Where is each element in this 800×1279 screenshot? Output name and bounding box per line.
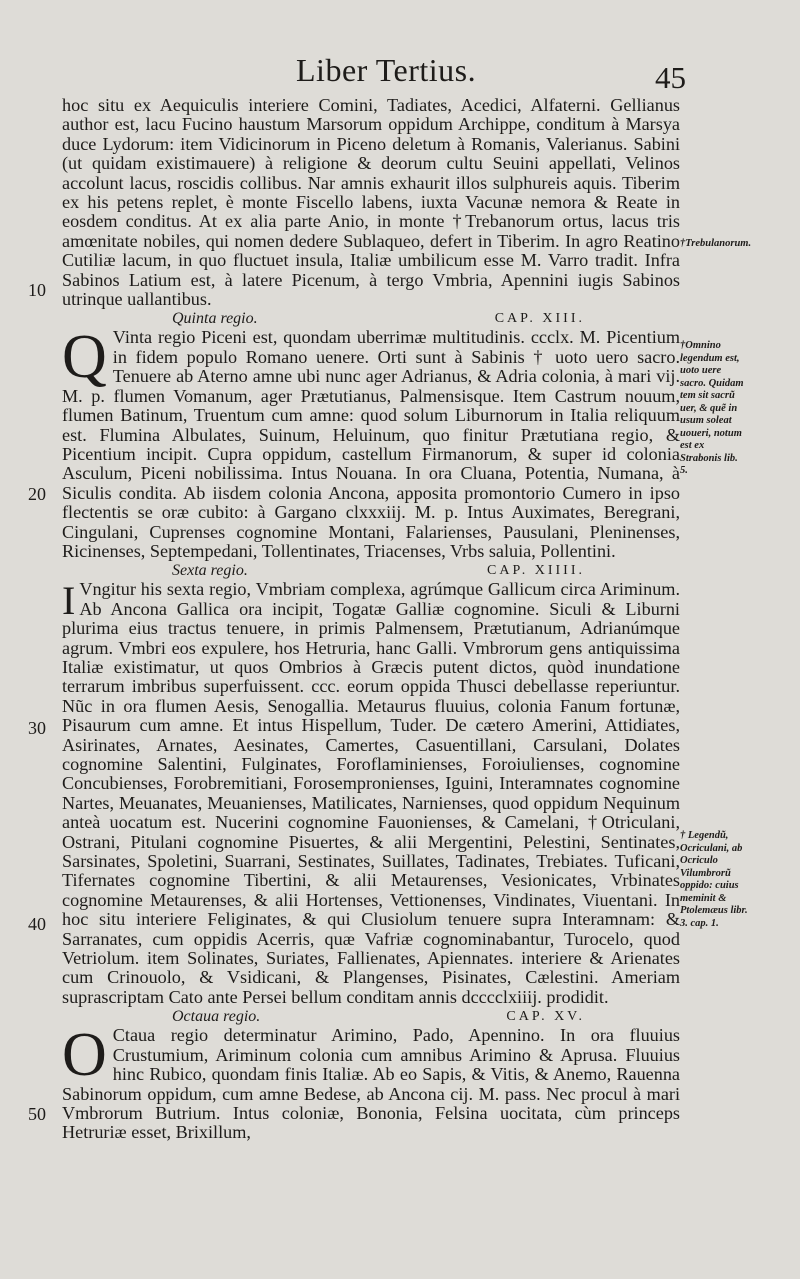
drop-cap: Q (62, 323, 107, 392)
margin-note: †Trebulanorum. (680, 238, 752, 249)
region-title: Octaua regio. (172, 1008, 261, 1026)
paragraph-octaua (62, 1021, 680, 1143)
page-number: 45 (655, 60, 686, 95)
paragraph-text: Vinta regio Piceni est, quondam uberrimæ multitudinis. ccclx. M. Picentium in fidem populo Romano uenere. Orti sunt à Sabinis † uoto uero sacro. Tenuere ab Aterno amne ubi nunc ager Adrianus, & Adria colonia, à mari vij. M. p. flumen Vomanum, ager Prætutianus, Palmensisque. Item Castrum nouum, flumen Batinum, Truentum cum amne: quod solum Liburnorum in Italia reliquum est. Flumina Albulates, Suinum, Heluinum, quo finitur Prætutiana regio, & Picentium incipit. Cupra oppidum, castellum Firmanorum, & super id colonia Asculum, Piceni nobilissima. Intus Nouana. In ora Cluana, Potentia, Numana, à Siculis condita. Ab iisdem colonia Ancona, apposita promontorio Cumero in ipso flectentis se oræ cubito: à Gargano clxxxiij. M. p. Intus Auximates, Beregrani, Cingulani, Cuprenses cognomine Montani, Falarienses, Pausulani, Pleninenses, Ricinenses, Septempedani, Tollentinates, Triacenses, Vrbs saluia, Pollentini. (62, 327, 680, 561)
region-title: Quinta regio. (172, 310, 258, 328)
line-number: 10 (28, 280, 46, 300)
line-number: 40 (28, 914, 46, 934)
margin-note: † Legendũ, Ocriculani, ab Ocriculo Vilumbrorũ oppido: cuius meminit & Ptolemæus libr. 3. cap. 1. (680, 830, 748, 929)
body-text (62, 96, 680, 1143)
chapter-heading (62, 1008, 680, 1026)
line-number: 20 (28, 484, 46, 504)
chapter-heading (62, 310, 680, 328)
line-number: 50 (28, 1104, 46, 1124)
paragraph-text: Ctaua regio determinatur Arimino, Pado, Apennino. In ora fluuius Crustumium, Ariminum colonia cum amnibus Arimino & Aprusa. Fluuius hinc Rubico, quondam finis Italiæ. Ab eo Sapis, & Vitis, & Anemo, Rauenna Sabinorum oppidum, cum amne Bedese, ab Ancona cij. M. pass. Nec procul à mari Vmbrorum Butrium. Intus coloniæ, Bononia, Felsina uocitata, cùm princeps Hetruriæ esset, Brixillum, (62, 1025, 680, 1143)
chapter-number: CAP. XIII. (494, 311, 585, 327)
paragraph-sexta (62, 580, 680, 1007)
opening-paragraph: hoc situ ex Aequiculis interiere Comini, Tadiates, Acedici, Alfaterni. Gellianus author est, lacu Fucino haustum Marsorum oppidum Archippe, conditum à Marsya duce Lydorum: item Vidicinorum in Piceno deletum à Romanis, Valerianus. Sabini (ut quidam existimauere) à religione & deorum cultu Seuini appellati, Velinos accolunt lacus, roscidis collibus. Nar amnis exhaurit illos sulphureis aquis. Tiberim ex his petens replet, è monte Fiscello labens, iuxta Vacunæ nemora & Reate in eosdem conditus. At ex alia parte Anio, in monte †Trebanorum ortus, lacus tris amœnitate nobiles, qui nomen dedere Sublaqueo, defert in Tiberim. In agro Reatino Cutiliæ lacum, in quo fluctuet insula, Italiæ umbilicum esse M. Varro tradit. Infra Sabinos Latium est, à latere Picenum, à tergo Vmbria, Apennini iugis Sabinos utrinque uallantibus. (62, 95, 680, 310)
chapter-number: CAP. XV. (506, 1009, 585, 1025)
line-number: 30 (28, 718, 46, 738)
chapter-heading (62, 562, 680, 580)
paragraph-quinta (62, 323, 680, 561)
chapter-number: CAP. XIIII. (487, 563, 585, 579)
drop-cap: I (62, 578, 76, 624)
paragraph-text: Vngitur his sexta regio, Vmbriam complexa, agrúmque Gallicum circa Ariminum. Ab Ancona Gallica ora incipit, Togatæ Galliæ cognomine. Siculi & Liburni plurima eius tractus tenuere, in primis Palmensem, Prætutianum, Adrianúmque agrum. Vmbri eos expulere, hos Hetruria, hanc Galli. Vmbrorum gens antiquissima Italiæ existimatur, ut quos Ombrios à Græcis putent dictos, quòd inundatione terrarum imbribus superfuissent. ccc. eorum oppida Thusci debellasse reperiuntur. Nũc in ora flumen Aesis, Senogallia. Metaurus fluuius, colonia Fanum fortunæ, Pisaurum cum amne. Et intus Hispellum, Tuder. De cætero Amerini, Attidiates, Asirinates, Arnates, Aesinates, Camertes, Casuentillani, Carsulani, Dolates cognomine Salentini, Fulginates, Foroflaminienses, Foroiulienses, cognomine Concubienses, Forobremitiani, Forosempronienses, Iguini, Interamnates cognomine Nartes, Meuanates, Meuanienses, Matilicates, Narnienses, quod oppidum Nequinum anteà uocatum est. Nucerini cognomine Fauonienses, & Camelani, †Otriculani, Ostrani, Pitulani cognomine Pisuertes, & alii Mergentini, Pelestini, Sentinates, Sarsinates, Spoletini, Suarrani, Sestinates, Suillates, Tadinates, Trebiates. Tuficani, Tifernates cognomine Tibertini, & alii Metaurenses, Vesionicates, Vrbinates cognomine Metaurenses, & alii Hortenses, Vettionenses, Vindinates, Viuentani. In hoc situ interiere Feliginates, & qui Clusiolum tenuere supra Interamnam: & Sarranates, cum oppidis Acerris, quæ Vafriæ cognominabantur, Turocelo, quod Vetriolum. item Solinates, Suriates, Fallienates, Apiennates. interiere & Arienates cum Crinouolo, & Vsidicani, & Plangenses, Pisinates, Cælestini. Ameriam suprascriptam Cato ante Persei bellum conditam annis dcccclxiiij. prodidit. (62, 579, 680, 1007)
drop-cap: O (62, 1021, 107, 1090)
region-title: Sexta regio. (172, 562, 248, 580)
margin-note: †Omnino legendum est, uoto uere sacro. Quidam tem sit sacrũ uer, & quẽ in usum soleat uoueri, notum est ex Strabonis lib. 5. (680, 340, 744, 476)
running-head: Liber Tertius. (296, 52, 477, 88)
